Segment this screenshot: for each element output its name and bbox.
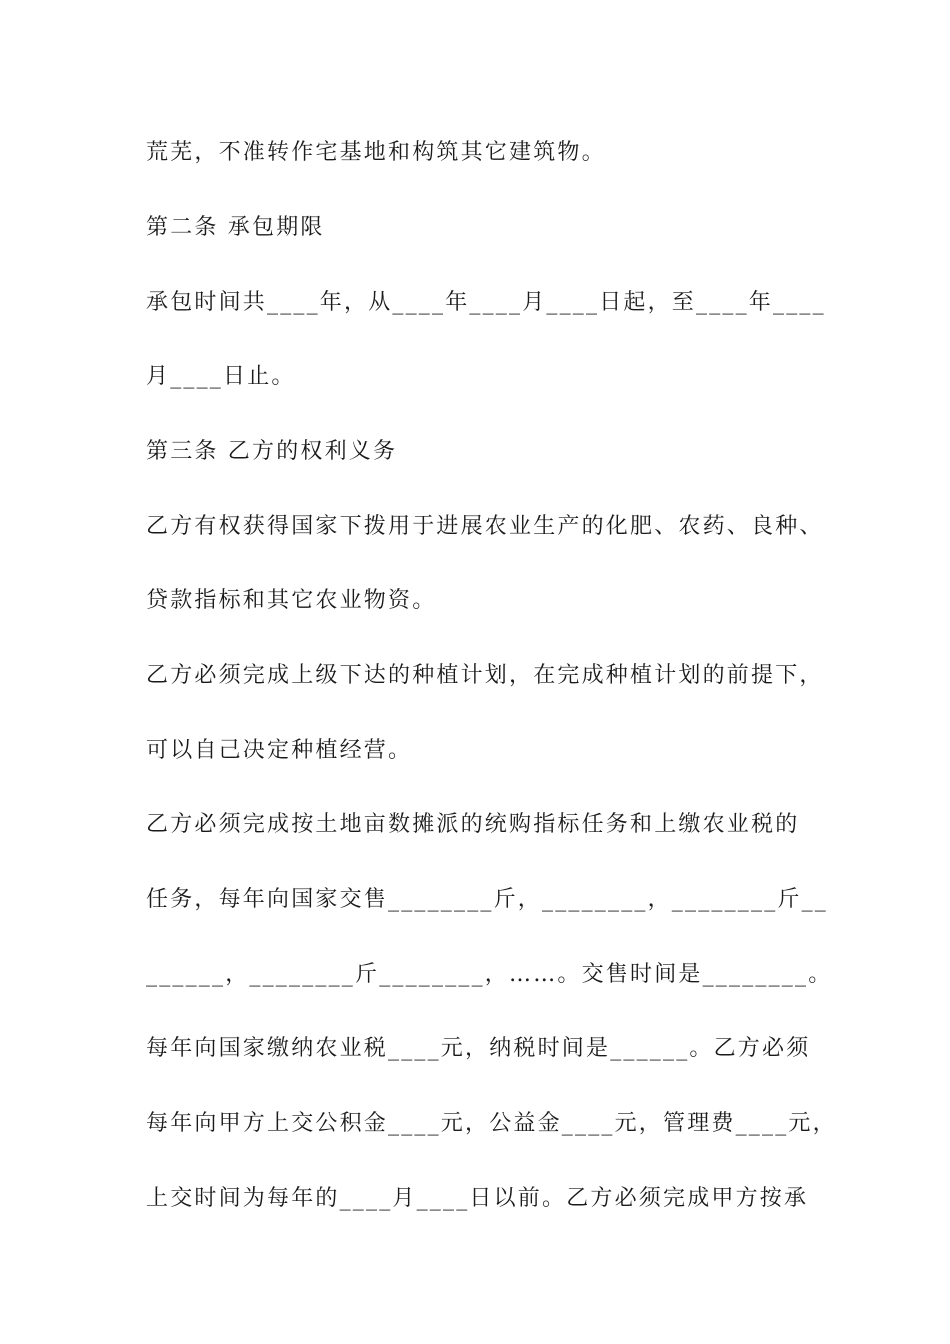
text-line: 每年向甲方上交公积金____元，公益金____元，管理费____元， xyxy=(146,1111,837,1136)
text-line: 任务，每年向国家交售________斤，________，________斤__ xyxy=(146,887,829,912)
text-line: ______，________斤________，……。交售时间是________。 xyxy=(146,962,833,987)
text-line: 上交时间为每年的____月____日以前。乙方必须完成甲方按承 xyxy=(146,1186,809,1211)
text-line: 可以自己决定种植经营。 xyxy=(146,738,413,763)
text-line: 乙方必须完成上级下达的种植计划，在完成种植计划的前提下， xyxy=(146,663,824,688)
text-line: 荒芜，不准转作宅基地和构筑其它建筑物。 xyxy=(146,140,606,165)
section-heading: 第二条 承包期限 xyxy=(146,215,325,240)
text-line: 乙方必须完成按土地亩数摊派的统购指标任务和上缴农业税的 xyxy=(146,812,800,837)
text-line: 乙方有权获得国家下拨用于进展农业生产的化肥、农药、良种、 xyxy=(146,514,824,539)
text-line: 每年向国家缴纳农业税____元，纳税时间是______。乙方必须 xyxy=(146,1036,811,1061)
text-line: 月____日止。 xyxy=(146,364,296,389)
section-heading: 第三条 乙方的权利义务 xyxy=(146,439,398,464)
text-line: 承包时间共____年，从____年____月____日起，至____年____ xyxy=(146,290,826,315)
text-line: 贷款指标和其它农业物资。 xyxy=(146,588,437,613)
